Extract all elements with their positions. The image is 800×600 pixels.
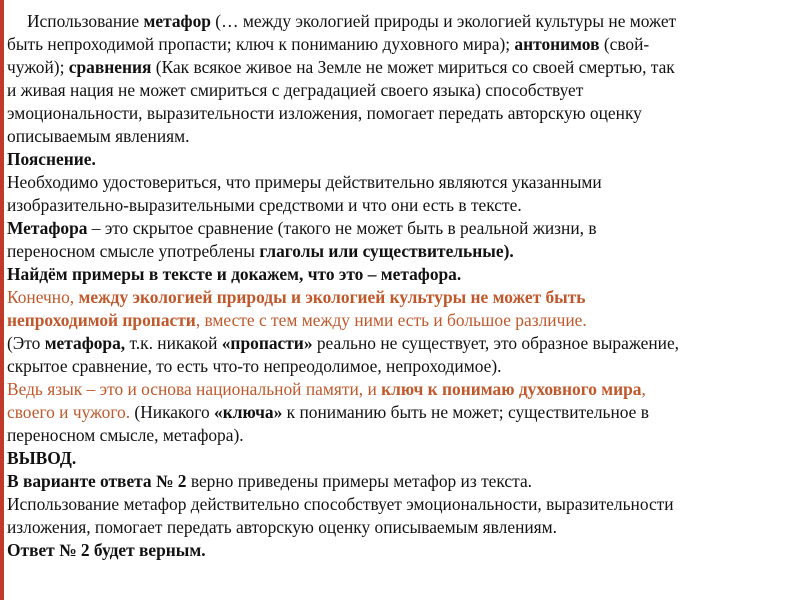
text-line [7,263,792,286]
paragraph [7,447,792,470]
text-run: быть непроходимой пропасти; ключ к пониманию духовного мира); [7,34,515,54]
text-line [7,447,792,470]
paragraph [7,10,792,148]
text-line [7,309,792,332]
text-line [7,470,792,493]
bold-text: Метафора [7,218,88,238]
paragraph [7,539,792,562]
text-run: Использование метафор действительно способствует эмоциональности, выразительности [7,494,674,514]
text-run: эмоциональности, выразительности изложения, помогает передать авторскую оценку [7,103,642,123]
highlighted-text: ключ к понимаю духовного мира [381,379,642,399]
text-run: к пониманию быть не может; существительное в [282,402,649,422]
text-line [7,217,792,240]
bold-text: антонимов [514,34,600,54]
text-line [7,493,792,516]
text-line [7,286,792,309]
highlighted-text: Ведь язык – это и основа национальной памяти, и [7,379,382,399]
text-run: переносном смысле, метафора). [7,425,244,445]
text-run: описываемым явлениям. [7,126,190,146]
text-run: реально не существует, это образное выражение, [312,333,680,353]
text-line [7,79,792,102]
text-line [7,378,792,401]
bold-text: метафор [143,11,211,31]
text-run: Использование [27,11,144,31]
text-line [7,10,792,33]
text-line [7,125,792,148]
text-line [7,102,792,125]
text-line [7,401,792,424]
text-run: (Как всякое живое на Земле не может мириться со своей смертью, так [151,57,675,77]
highlighted-text: непроходимой пропасти [7,310,196,330]
text-line [7,539,792,562]
paragraph [7,217,792,263]
bold-text: метафора, [44,333,126,353]
text-line [7,240,792,263]
bold-text: ВЫВОД. [7,448,77,468]
paragraph [7,470,792,493]
text-line [7,33,792,56]
highlighted-text: , вместе с тем между ними есть и большое различие. [195,310,587,330]
text-run: верно приведены примеры метафор из текста. [186,471,533,491]
bold-text: Найдём примеры в тексте и докажем, что это – метафора. [7,264,462,284]
paragraph [7,286,792,332]
document-body [7,10,792,562]
highlighted-text: , [641,379,646,399]
text-run: и живая нация не может смириться с деградацией своего языка) способствует [7,80,584,100]
bold-text: В варианте ответа № 2 [7,471,187,491]
bold-text: глаголы или существительные). [259,241,514,261]
paragraph [7,332,792,378]
bold-text: Пояснение. [7,149,96,169]
text-run: Необходимо удостовериться, что примеры действительно являются указанными [7,172,602,192]
bold-text: «ключа» [214,402,283,422]
paragraph [7,171,792,217]
text-line [7,516,792,539]
bold-text: сравнения [68,57,152,77]
text-line [7,424,792,447]
highlighted-text: между экологией природы и экологией культуры не может быть [78,287,586,307]
text-run: (свой- [599,34,650,54]
paragraph [7,378,792,447]
text-run: чужой); [7,57,69,77]
text-line [7,355,792,378]
text-line [7,56,792,79]
bold-text: «пропасти» [221,333,313,353]
text-run: (Это [7,333,45,353]
paragraph [7,493,792,539]
highlighted-text: Конечно, [7,287,79,307]
bold-text: Ответ № 2 будет верным. [7,540,206,560]
text-run: изложения, помогает передать авторскую оценку описываемым явлениям. [7,517,558,537]
paragraph [7,263,792,286]
text-run: (Никакого [130,402,214,422]
text-run: т.к. никакой [125,333,222,353]
highlighted-text: своего и чужого. [7,402,131,422]
text-run: изобразительно-выразительными средствоми и что они есть в тексте. [7,195,522,215]
text-run: скрытое сравнение, то есть что-то непреодолимое, непроходимое). [7,356,502,376]
text-line [7,194,792,217]
text-line [7,332,792,355]
text-run: (… между экологией природы и экологией культуры не может [210,11,677,31]
text-run: – это скрытое сравнение (такого не может быть в реальной жизни, в [87,218,597,238]
paragraph [7,148,792,171]
text-line [7,171,792,194]
text-run: переносном смысле употреблены [7,241,260,261]
text-line [7,148,792,171]
accent-bar [0,0,4,600]
